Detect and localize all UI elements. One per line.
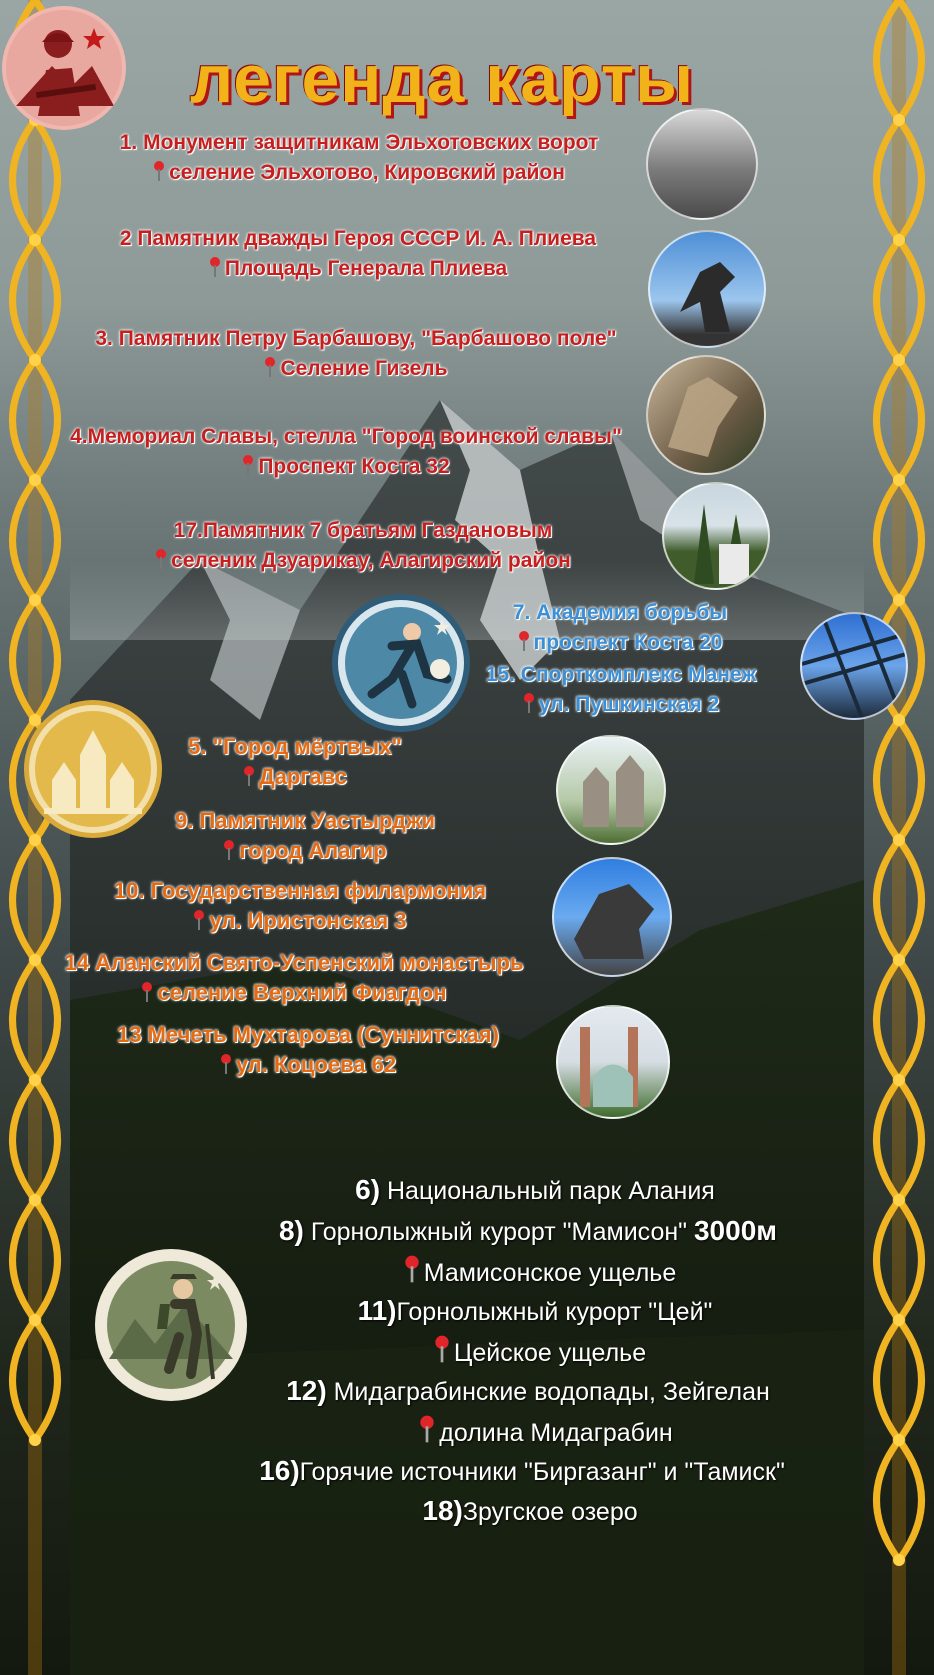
legend-item-8: 8) Горнолыжный курорт "Мамисон" 3000м: [278, 1215, 777, 1246]
legend-item-title: 17.Памятник 7 братьям Газдановым: [173, 519, 553, 542]
legend-item-12-location: долина Мидаграбин: [376, 1414, 716, 1450]
legend-item-title: 1. Монумент защитникам Эльхотовских ворот: [119, 131, 599, 154]
legend-item-3: [60, 324, 652, 384]
legend-item-address: ул. Пушкинская 2: [538, 693, 720, 716]
legend-item-title: 7. Академия борьбы: [512, 601, 728, 624]
legend-item-title: 9. Памятник Уастырджи: [174, 808, 436, 833]
legend-item-7: [490, 598, 750, 658]
location-pin-icon: [223, 839, 235, 861]
legend-item-1: [86, 128, 632, 188]
location-pin-icon: [404, 1254, 420, 1284]
legend-item-14: [34, 948, 554, 1008]
uastyrdzhi-monument-photo: [552, 857, 672, 977]
location-pin-icon: [518, 630, 530, 652]
legend-item-address: проспект Коста 20: [533, 631, 723, 654]
legend-item-address: селение Верхний Фиагдон: [157, 980, 447, 1005]
legend-item-2: [78, 224, 638, 284]
legend-item-address: селение Эльхотово, Кировский район: [169, 161, 565, 184]
location-pin-icon: [434, 1334, 450, 1364]
barbashov-monument-photo: [646, 355, 766, 475]
right-ornament-border: [864, 0, 934, 1675]
legend-item-address: селеник Дзуарикау, Алагирский район: [171, 549, 571, 572]
location-pin-icon: [193, 909, 205, 931]
legend-item-address: ул. Коцоева 62: [235, 1052, 397, 1077]
legend-item-6: 6) Национальный парк Алания: [355, 1174, 715, 1205]
legend-item-title: 2 Памятник дважды Героя СССР И. А. Плиева: [119, 227, 597, 250]
legend-item-address: Площадь Генерала Плиева: [224, 257, 508, 280]
left-ornament-border: [0, 0, 70, 1675]
legend-item-4: [44, 422, 648, 482]
mukhtarov-mosque-photo: [556, 1005, 670, 1119]
legend-item-address: Селение Гизель: [280, 357, 448, 380]
legend-item-8-location: Мамисонское ущелье: [360, 1254, 720, 1290]
location-pin-icon: [419, 1414, 435, 1444]
manezh-sport-complex-photo: [800, 612, 908, 720]
athlete-badge-icon: [332, 594, 470, 732]
legend-item-5: [170, 732, 420, 792]
location-pin-icon: [243, 765, 255, 787]
legend-item-16: 16)Горячие источники "Биргазанг" и "Тамиск": [259, 1455, 785, 1486]
brothers-monument-photo: [662, 482, 770, 590]
elkhotovo-monument-photo: [646, 108, 758, 220]
soldier-badge-icon: [2, 6, 126, 130]
legend-item-title: 15. Спорткомплекс Манеж: [485, 663, 757, 686]
legend-item-address: Проспект Коста 32: [258, 455, 450, 478]
legend-item-10: [90, 876, 510, 936]
legend-item-title: 14 Аланский Свято-Успенский монастырь: [64, 950, 524, 975]
legend-item-18: 18)Зругское озеро: [422, 1495, 638, 1526]
location-pin-icon: [141, 981, 153, 1003]
legend-item-title: 4.Мемориал Славы, стелла "Город воинской славы": [70, 425, 622, 448]
location-pin-icon: [242, 454, 254, 476]
legend-item-title: 3. Памятник Петру Барбашову, "Барбашово поле": [95, 327, 617, 350]
location-pin-icon: [220, 1053, 232, 1075]
hiker-badge-icon: [95, 1249, 247, 1401]
location-pin-icon: [264, 356, 276, 378]
location-pin-icon: [155, 548, 167, 570]
legend-item-title: 10. Государственная филармония: [113, 878, 487, 903]
legend-item-15: [466, 660, 776, 720]
pliev-monument-photo: [648, 230, 766, 348]
legend-item-title: 13 Мечеть Мухтарова (Суннитская): [117, 1022, 499, 1047]
legend-item-13: [78, 1020, 538, 1080]
page-title: легенда карты: [190, 41, 695, 117]
dargavs-photo: [556, 735, 666, 845]
legend-item-address: Даргавс: [259, 764, 347, 789]
legend-item-11: 11)Горнолыжный курорт "Цей": [357, 1295, 713, 1326]
location-pin-icon: [523, 692, 535, 714]
legend-item-11-location: Цейское ущелье: [400, 1334, 680, 1370]
legend-item-9: [150, 806, 460, 866]
legend-item-17: [118, 516, 608, 576]
legend-item-12: 12) Мидаграбинские водопады, Зейгелан: [286, 1375, 770, 1406]
legend-item-title: 5. "Город мёртвых": [188, 734, 402, 759]
legend-item-address: ул. Иристонская 3: [209, 908, 407, 933]
legend-item-address: город Алагир: [239, 838, 387, 863]
kremlin-badge-icon: [24, 700, 162, 838]
location-pin-icon: [153, 160, 165, 182]
location-pin-icon: [209, 256, 221, 278]
